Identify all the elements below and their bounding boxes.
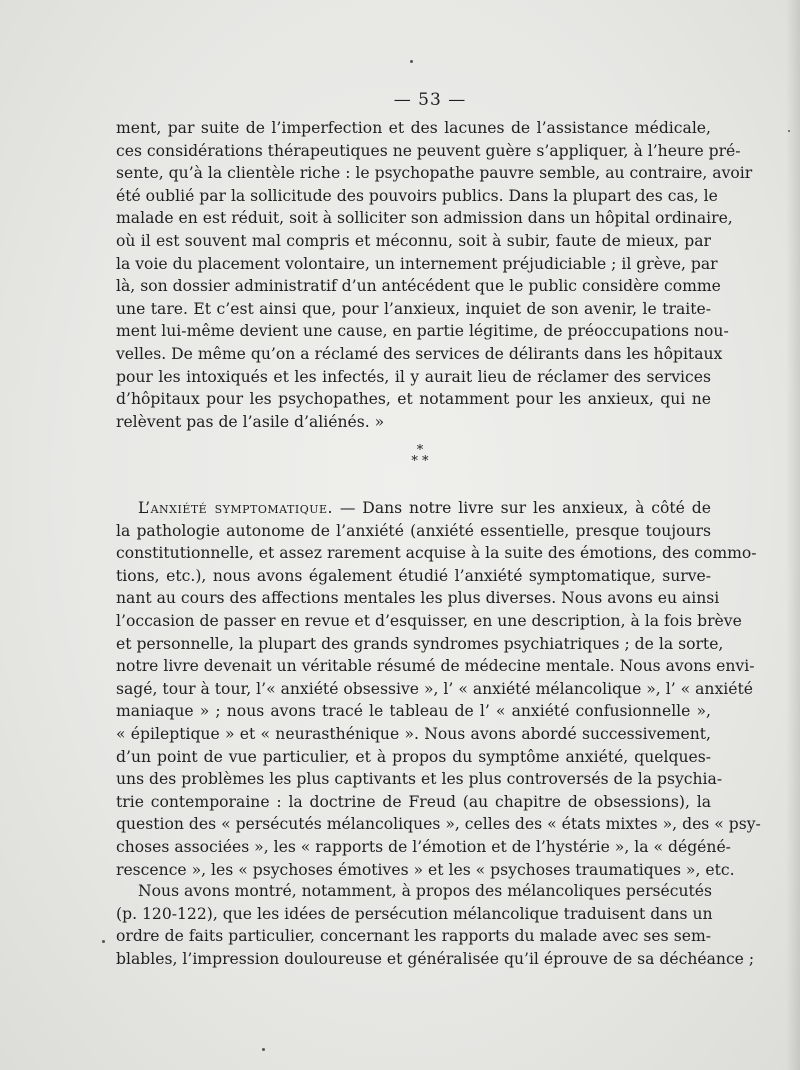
text-line: été oublié par la sollicitude des pouvoirs publics. Dans la plupart des cas, le: [116, 186, 718, 205]
text-line: malade en est réduit, soit à solliciter son admission dans un hôpital ordinaire,: [116, 209, 733, 228]
print-speck: [788, 130, 790, 132]
text-line: la pathologie autonome de l’anxiété (anxiété essentielle, presque toujours: [116, 521, 711, 540]
page-edge-shadow: [786, 0, 800, 1070]
text-line: où il est souvent mal compris et méconnu, soit à subir, faute de mieux, par: [116, 231, 711, 250]
print-speck: [102, 940, 105, 943]
text-line: notre livre devenait un véritable résumé de médecine mentale. Nous avons envi-: [116, 657, 755, 676]
text-line: ordre de faits particulier, concernant les rapports du malade avec ses sem-: [116, 927, 711, 946]
page-number: — 53 —: [393, 90, 467, 110]
text-line: d’un point de vue particulier, et à propos du symptôme anxiété, quelques-: [116, 747, 711, 766]
text-line-with-heading: [116, 497, 711, 520]
text-line: l’occasion de passer en revue et d’esquisser, en une description, à la fois brève: [116, 611, 742, 630]
text-line: « épileptique » et « neurasthénique ». Nous avons abordé successivement,: [116, 724, 711, 743]
text-line: ces considérations thérapeutiques ne peuvent guère s’appliquer, à l’heure pré-: [116, 141, 741, 160]
print-speck: [410, 60, 413, 63]
text-line: sagé, tour à tour, l’« anxiété obsessive », l’ « anxiété mélancolique », l’ « anxiété: [116, 679, 753, 698]
paragraph-2: [116, 497, 761, 881]
text-line: question des « persécutés mélancoliques », celles des « états mixtes », des « psy-: [116, 815, 761, 834]
text-line: là, son dossier administratif d’un antécédent que le public considère comme: [116, 277, 721, 296]
text-line: velles. De même qu’on a réclamé des services de délirants dans les hôpitaux: [116, 344, 723, 363]
text-line: maniaque » ; nous avons tracé le tableau de l’ « anxiété confusionnelle »,: [116, 702, 711, 721]
text-line: pour les intoxiqués et les infectés, il y aurait lieu de réclamer des services: [116, 367, 711, 386]
print-speck: [262, 1048, 265, 1051]
text-line: sente, qu’à la clientèle riche : le psychopathe pauvre semble, au contraire, avoir: [116, 164, 753, 183]
text-line: une tare. Et c’est ainsi que, pour l’anxieux, inquiet de son avenir, le traite-: [116, 299, 711, 318]
text-line: ment, par suite de l’imperfection et des lacunes de l’assistance médicale,: [116, 119, 711, 137]
asterism-bottom: * *: [411, 454, 429, 469]
asterism-top: *: [416, 443, 424, 458]
text-line: relèvent pas de l’asile d’aliénés. »: [116, 412, 385, 431]
section-heading: L’anxiété symptomatique.: [138, 499, 333, 517]
text-line: d’hôpitaux pour les psychopathes, et notamment pour les anxieux, qui ne: [116, 390, 711, 409]
text-segment: — Dans notre livre sur les anxieux, à côté de: [339, 499, 711, 517]
text-line: trie contemporaine : la doctrine de Freud (au chapitre de obsessions), la: [116, 792, 711, 811]
text-line: la voie du placement volontaire, un internement préjudiciable ; il grève, par: [116, 254, 718, 273]
paragraph-3: [116, 880, 755, 970]
text-line: tions, etc.), nous avons également étudié l’anxiété symptomatique, surve-: [116, 566, 711, 585]
text-line: constitutionnelle, et assez rarement acquise à la suite des émotions, des commo-: [116, 544, 757, 563]
text-line: choses associées », les « rapports de l’émotion et de l’hystérie », la « dégéné-: [116, 837, 731, 856]
section-asterism: [20, 445, 800, 467]
text-line: ment lui-même devient une cause, en partie légitime, de préoccupations nou-: [116, 322, 729, 341]
text-line: uns des problèmes les plus captivants et les plus controversés de la psychia-: [116, 770, 723, 789]
paragraph-1: [116, 117, 753, 433]
text-line: rescence », les « psychoses émotives » et les « psychoses traumatiques », etc.: [116, 860, 735, 879]
text-line: (p. 120-122), que les idées de persécution mélancolique traduisent dans un: [116, 904, 713, 923]
text-line: blables, l’impression douloureuse et généralisée qu’il éprouve de sa déchéance ;: [116, 949, 755, 968]
text-line: nant au cours des affections mentales les plus diverses. Nous avons eu ainsi: [116, 589, 720, 608]
text-line: et personnelle, la plupart des grands syndromes psychiatriques ; de la sorte,: [116, 634, 724, 653]
text-line: Nous avons montré, notamment, à propos des mélancoliques persécutés: [138, 882, 713, 900]
